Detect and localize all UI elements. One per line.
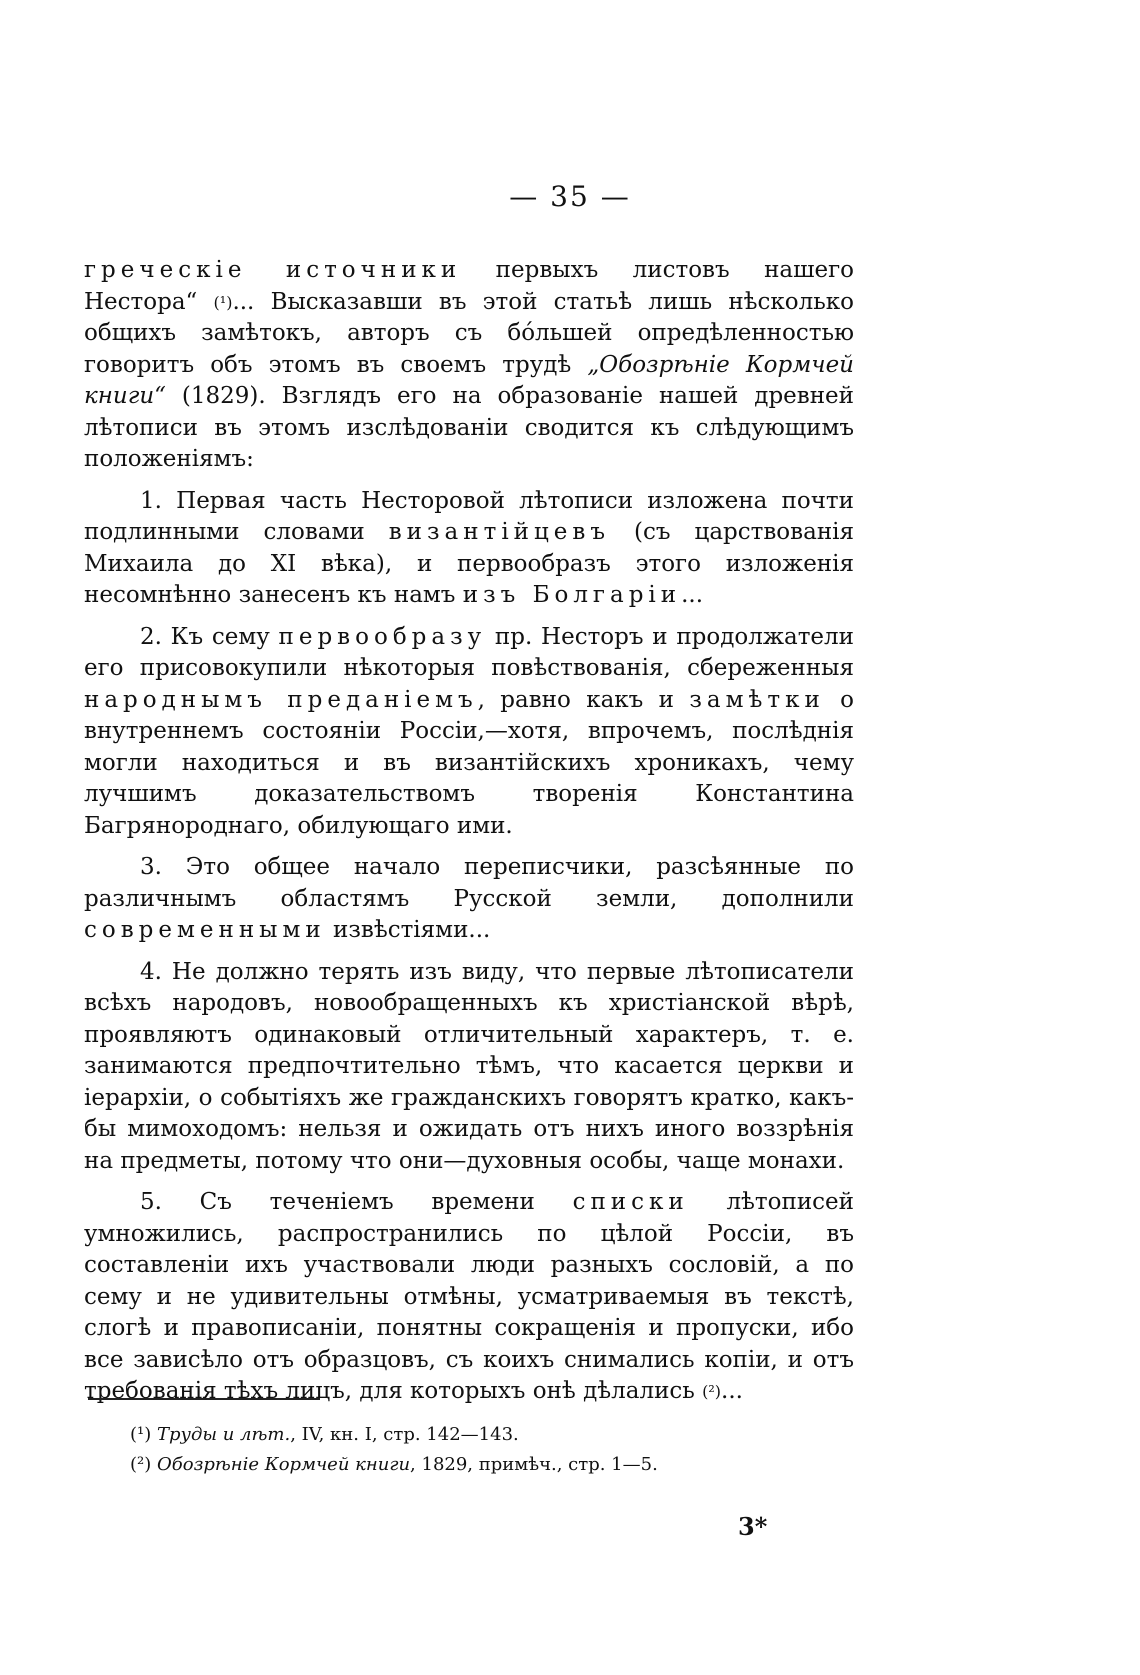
- text-run: ...: [681, 582, 704, 608]
- text-run: 3. Это общее начало переписчики, разсѣянные по различнымъ областямъ Русской земли, дополнили: [84, 854, 854, 912]
- text-run: первыхъ листовъ нашего Нестора“: [84, 257, 854, 315]
- footnote-reference: (²): [702, 1382, 722, 1401]
- paragraph-6: [84, 1187, 854, 1408]
- footnote-2: [130, 1450, 850, 1480]
- spaced-emphasis: первообразу: [278, 623, 487, 650]
- footnote-divider: [88, 1398, 320, 1400]
- page-number: — 35 —: [509, 180, 631, 213]
- footnote-reference: (¹): [213, 292, 233, 312]
- italic-title: „Обозрѣніе Кормчей книги“: [84, 351, 854, 409]
- spaced-emphasis: греческіе источники: [84, 257, 462, 283]
- paragraph-4: [84, 852, 854, 947]
- italic-title: Труды и лѣт.: [156, 1424, 291, 1445]
- main-text: [84, 255, 854, 1418]
- spaced-emphasis: изъ Болгаріи: [462, 582, 682, 608]
- spaced-emphasis: современными: [84, 917, 326, 943]
- text-run: пр. Несторъ и продолжатели его присовокупили нѣкоторыя повѣствованія, сбереженныя: [84, 623, 854, 681]
- text-run: , равно какъ и: [477, 686, 690, 713]
- paragraph-5: [84, 957, 854, 1178]
- text-run: ...: [721, 1378, 743, 1404]
- text-run: ... Высказавши въ этой статьѣ лишь нѣсколько общихъ замѣтокъ, авторъ съ бо́льшей опредѣленностью говоритъ объ этомъ въ своемъ трудѣ: [84, 288, 854, 378]
- text-run: извѣстіями...: [325, 917, 491, 943]
- text-run: , IV, кн. I, стр. 142—143.: [290, 1424, 519, 1445]
- footnotes: [130, 1420, 850, 1480]
- footnote-1: [130, 1420, 850, 1450]
- paragraph-1: [84, 255, 854, 476]
- text-run: 2. Къ сему: [140, 623, 279, 650]
- spaced-emphasis: византійцевъ: [388, 519, 610, 545]
- text-run: 4. Не должно терять изъ виду, что первые лѣтописатели всѣхъ народовъ, новообращенныхъ къ христіанской вѣрѣ, проявляютъ одинаковый отличительный характеръ, т. е. занимаются предпочтительно тѣмъ, что касается церкви и іерархіи, о событіяхъ же гражданскихъ говорятъ кратко, какъ-бы мимоходомъ: нельзя и ожидать отъ нихъ иного воззрѣнія на предметы, потому что они—духовныя особы, чаще монахи.: [84, 958, 854, 1174]
- text-run: (1829). Взглядъ его на образованіе нашей древней лѣтописи въ этомъ изслѣдованіи сводится къ слѣдующимъ положеніямъ:: [84, 383, 854, 472]
- spaced-emphasis: замѣтки: [689, 686, 825, 713]
- text-run: о внутреннемъ состояніи Россіи,—хотя, впрочемъ, послѣднія могли находиться и въ византійскихъ хроникахъ, чему лучшимъ доказательствомъ творенія Константина Багрянороднаго, обилующаго ими.: [84, 686, 854, 839]
- text-run: лѣтописей умножились, распространились по цѣлой Россіи, въ составленіи ихъ участвовали люди разныхъ сословій, а по сему и не удивительны отмѣны, усматриваемыя въ текстѣ, слогѣ и правописаніи, понятны сокращенія и пропуски, ибо все зависѣло отъ образцовъ, съ коихъ снимались копіи, и отъ требованія тѣхъ лицъ, для которыхъ онѣ дѣлались: [84, 1189, 854, 1404]
- paragraph-3: [84, 622, 854, 843]
- text-run: (²): [130, 1454, 157, 1475]
- spaced-emphasis: народнымъ преданіемъ: [84, 686, 478, 713]
- spaced-emphasis: списки: [572, 1189, 689, 1215]
- text-run: 5. Съ теченіемъ времени: [140, 1189, 573, 1215]
- text-run: 1. Первая часть Несторовой лѣтописи изложена почти подлинными словами: [84, 487, 854, 545]
- italic-title: Обозрѣніе Кормчей книги: [156, 1454, 411, 1475]
- paragraph-2: [84, 486, 854, 612]
- text-run: (¹): [130, 1424, 157, 1445]
- text-run: , 1829, примѣч., стр. 1—5.: [410, 1454, 658, 1475]
- text-run: (съ царствованія Михаила до XI вѣка), и первообразъ этого изложенія несомнѣнно занесенъ къ намъ: [84, 519, 855, 608]
- signature-mark: 3*: [738, 1512, 768, 1541]
